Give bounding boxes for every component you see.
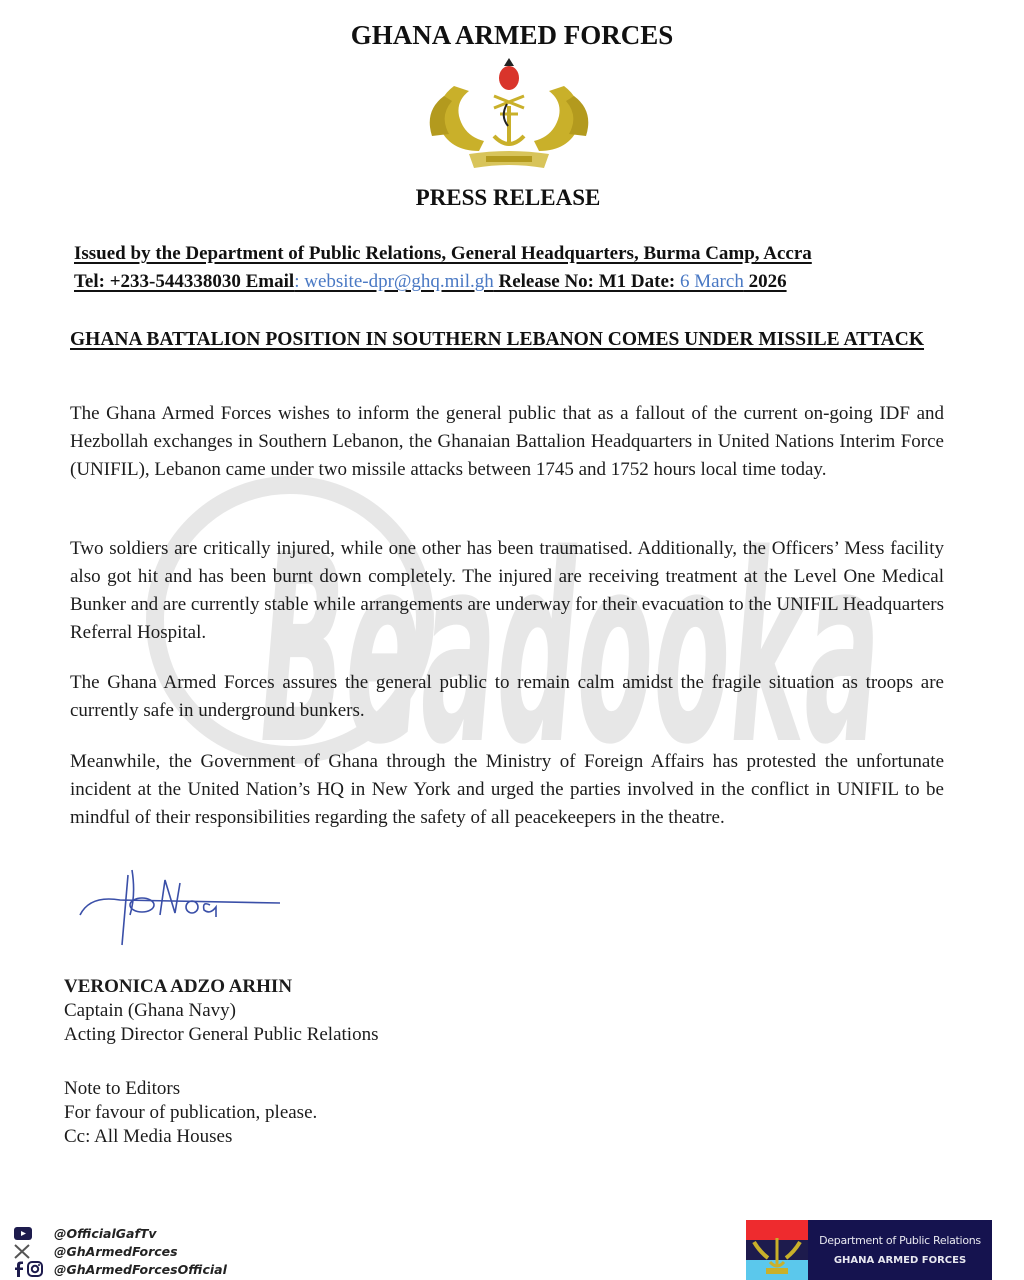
issued-by-line: Issued by the Department of Public Relations, General Headquarters, Burma Camp, Accra — [74, 243, 812, 264]
signatory-block — [64, 975, 378, 1047]
x-handle: @GhArmedForces — [54, 1243, 178, 1259]
release-year: 2026 — [743, 271, 787, 292]
release-number-label: Release No: M1 Date: — [493, 271, 680, 292]
social-row-x[interactable] — [14, 1242, 227, 1260]
signatory-rank: Captain (Ghana Navy) — [64, 1000, 236, 1021]
dpr-badge-department: Department of Public Relations — [819, 1234, 981, 1247]
email-link[interactable]: : website-dpr@ghq.mil.gh — [294, 271, 494, 292]
dpr-badge-organization: GHANA ARMED FORCES — [833, 1255, 967, 1266]
signatory-title: Acting Director General Public Relations — [64, 1024, 379, 1045]
gaf-flag-crest-icon — [746, 1220, 808, 1280]
dpr-badge-text — [808, 1220, 992, 1280]
dpr-badge — [746, 1220, 992, 1280]
telephone-label: Tel: +233-544338030 Email — [74, 271, 295, 292]
organization-title: GHANA ARMED FORCES — [350, 20, 674, 50]
instagram-icon — [27, 1261, 43, 1277]
body-paragraph-1: The Ghana Armed Forces wishes to inform the general public that as a fallout of the current on-going IDF and Hezbollah exchanges in Southern Lebanon, the Ghanaian Battalion Headquarters in United Nations Interim Force (UNIFIL), Lebanon came under two missile attacks between 1745 and 1752 hours local time today. — [70, 403, 944, 480]
signatory-name: VERONICA ADZO ARHIN — [64, 976, 293, 997]
headline: GHANA BATTALION POSITION IN SOUTHERN LEBANON COMES UNDER MISSILE ATTACK — [70, 329, 925, 350]
body-paragraph-4: Meanwhile, the Government of Ghana through the Ministry of Foreign Affairs has protested the unfortunate incident at the United Nation’s HQ in New York and urged the parties involved in the conflict in UNIFIL to be mindful of their responsibilities regarding the safety of all peacekeepers in the theatre. — [70, 751, 944, 828]
social-handles — [14, 1224, 227, 1278]
contact-line — [74, 268, 954, 296]
facebook-instagram-handle: @GhArmedForcesOfficial — [54, 1261, 227, 1277]
social-row-facebook-instagram[interactable] — [14, 1260, 227, 1278]
release-date: 6 March — [679, 271, 744, 292]
notes-heading: Note to Editors — [64, 1078, 181, 1099]
youtube-icon — [14, 1227, 32, 1240]
issued-by-block — [74, 240, 954, 296]
facebook-icon — [14, 1261, 24, 1277]
svg-text:Beadooka: Beadooka — [260, 500, 880, 770]
social-row-youtube[interactable] — [14, 1224, 227, 1242]
body-paragraph-3: The Ghana Armed Forces assures the general public to remain calm amidst the fragile situation as troops are currently safe in underground bunkers. — [70, 672, 944, 721]
body-paragraph-2: Two soldiers are critically injured, while one other has been traumatised. Additionally, the Officers’ Mess facility also got hit and has been burnt down completely. The injured are receiving treatment at the Level One Medical Bunker and are currently stable while arrangements are underway for their evacuation to the UNIFIL Headquarters Referral Hospital. — [70, 538, 944, 643]
youtube-handle: @OfficialGafTv — [54, 1225, 157, 1241]
press-release-title: PRESS RELEASE — [415, 185, 601, 210]
signature-icon — [70, 855, 290, 955]
x-icon — [14, 1244, 30, 1259]
crest-icon — [424, 56, 594, 176]
notes-cc: Cc: All Media Houses — [64, 1126, 233, 1147]
notes-publication: For favour of publication, please. — [64, 1102, 318, 1123]
notes-to-editors — [64, 1077, 317, 1149]
